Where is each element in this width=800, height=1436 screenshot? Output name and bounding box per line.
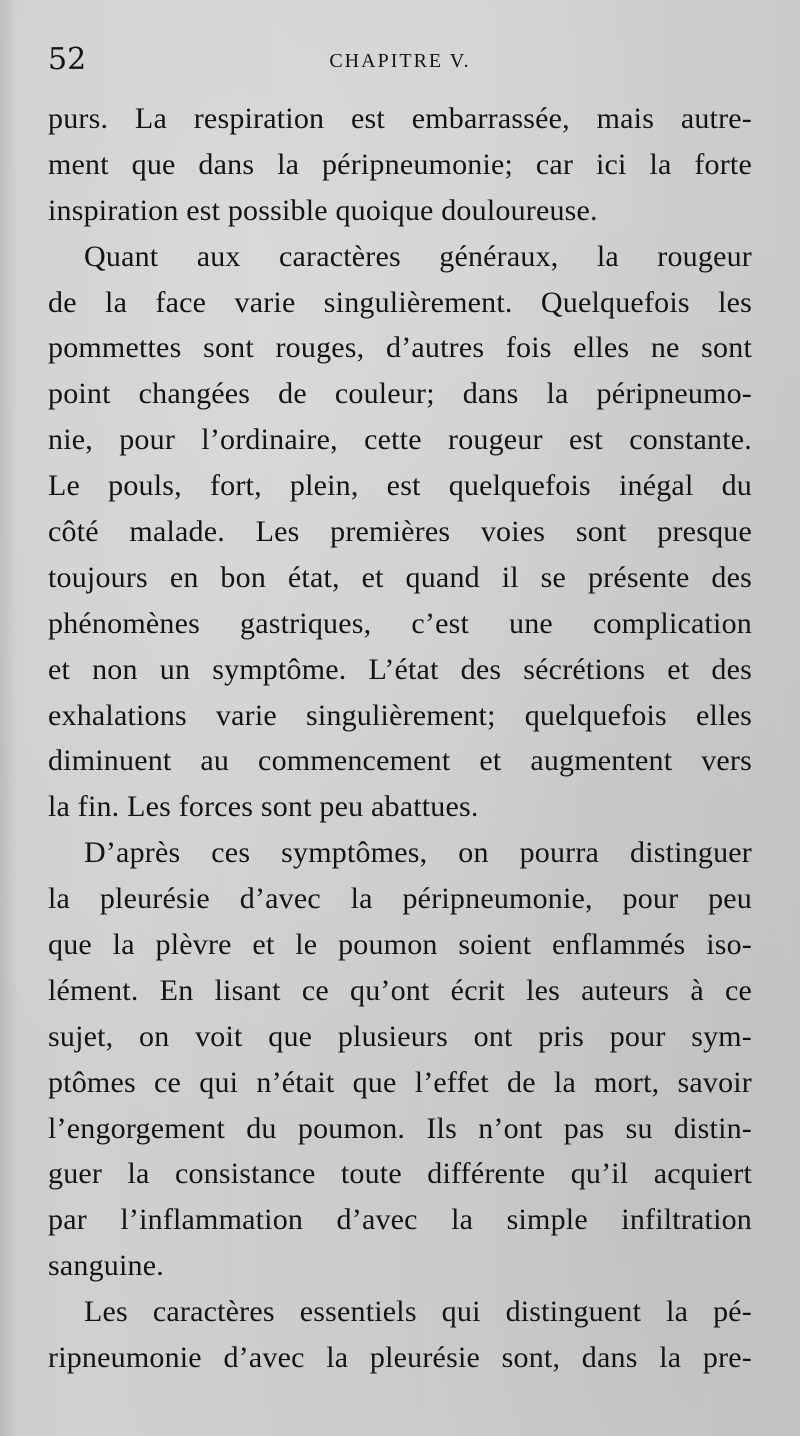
text-line: Les caractères essentiels qui distinguent la pé- — [84, 1295, 752, 1329]
text-line: ripneumonie d’avec la pleurésie sont, dans la pre- — [48, 1341, 752, 1375]
text-line: de la face varie singulièrement. Quelquefois les — [48, 285, 752, 319]
text-line: toujours en bon état, et quand il se présente des — [48, 560, 752, 594]
text-line: purs. La respiration est embarrassée, mais autre- — [48, 102, 752, 135]
text-line: Le pouls, fort, plein, est quelquefois inégal du — [48, 469, 752, 503]
text-line: que la plèvre et le poumon soient enflammés iso- — [48, 928, 752, 962]
text-line: lément. En lisant ce qu’ont écrit les auteurs à ce — [48, 973, 752, 1007]
body-text — [48, 96, 752, 1381]
text-line: diminuent au commencement et augmentent vers — [48, 744, 752, 778]
text-line: côté malade. Les premières voies sont presque — [48, 515, 752, 549]
text-line: guer la consistance toute différente qu’il acquiert — [48, 1157, 752, 1191]
text-line: sanguine. — [48, 1249, 164, 1283]
running-head: CHAPITRE V. — [329, 50, 471, 72]
text-line: ptômes ce qui n’était que l’effet de la mort, savoir — [48, 1065, 752, 1099]
text-line: ment que dans la péripneumonie; car ici la forte — [48, 147, 752, 181]
text-line: point changées de couleur; dans la péripneumo- — [48, 377, 752, 411]
text-line: sujet, on voit que plusieurs ont pris pour sym- — [48, 1019, 752, 1053]
text-line: la pleurésie d’avec la péripneumonie, pour peu — [48, 882, 752, 916]
text-line: et non un symptôme. L’état des sécrétions et des — [48, 652, 752, 686]
page-number: 52 — [48, 42, 87, 77]
text-line: la fin. Les forces sont peu abattues. — [48, 790, 479, 824]
text-line: phénomènes gastriques, c’est une complication — [48, 606, 752, 640]
text-line: D’après ces symptômes, on pourra distinguer — [84, 836, 752, 870]
text-line: nie, pour l’ordinaire, cette rougeur est constante. — [48, 423, 752, 457]
text-line: inspiration est possible quoique douloureuse. — [48, 193, 598, 227]
text-line: Quant aux caractères généraux, la rougeur — [84, 239, 752, 273]
text-line: exhalations varie singulièrement; quelquefois elles — [48, 698, 752, 732]
page-header — [48, 42, 752, 82]
text-line: pommettes sont rouges, d’autres fois elles ne sont — [48, 331, 752, 365]
text-line: l’engorgement du poumon. Ils n’ont pas su distin- — [48, 1111, 752, 1145]
text-line: par l’inflammation d’avec la simple infiltration — [48, 1203, 752, 1237]
